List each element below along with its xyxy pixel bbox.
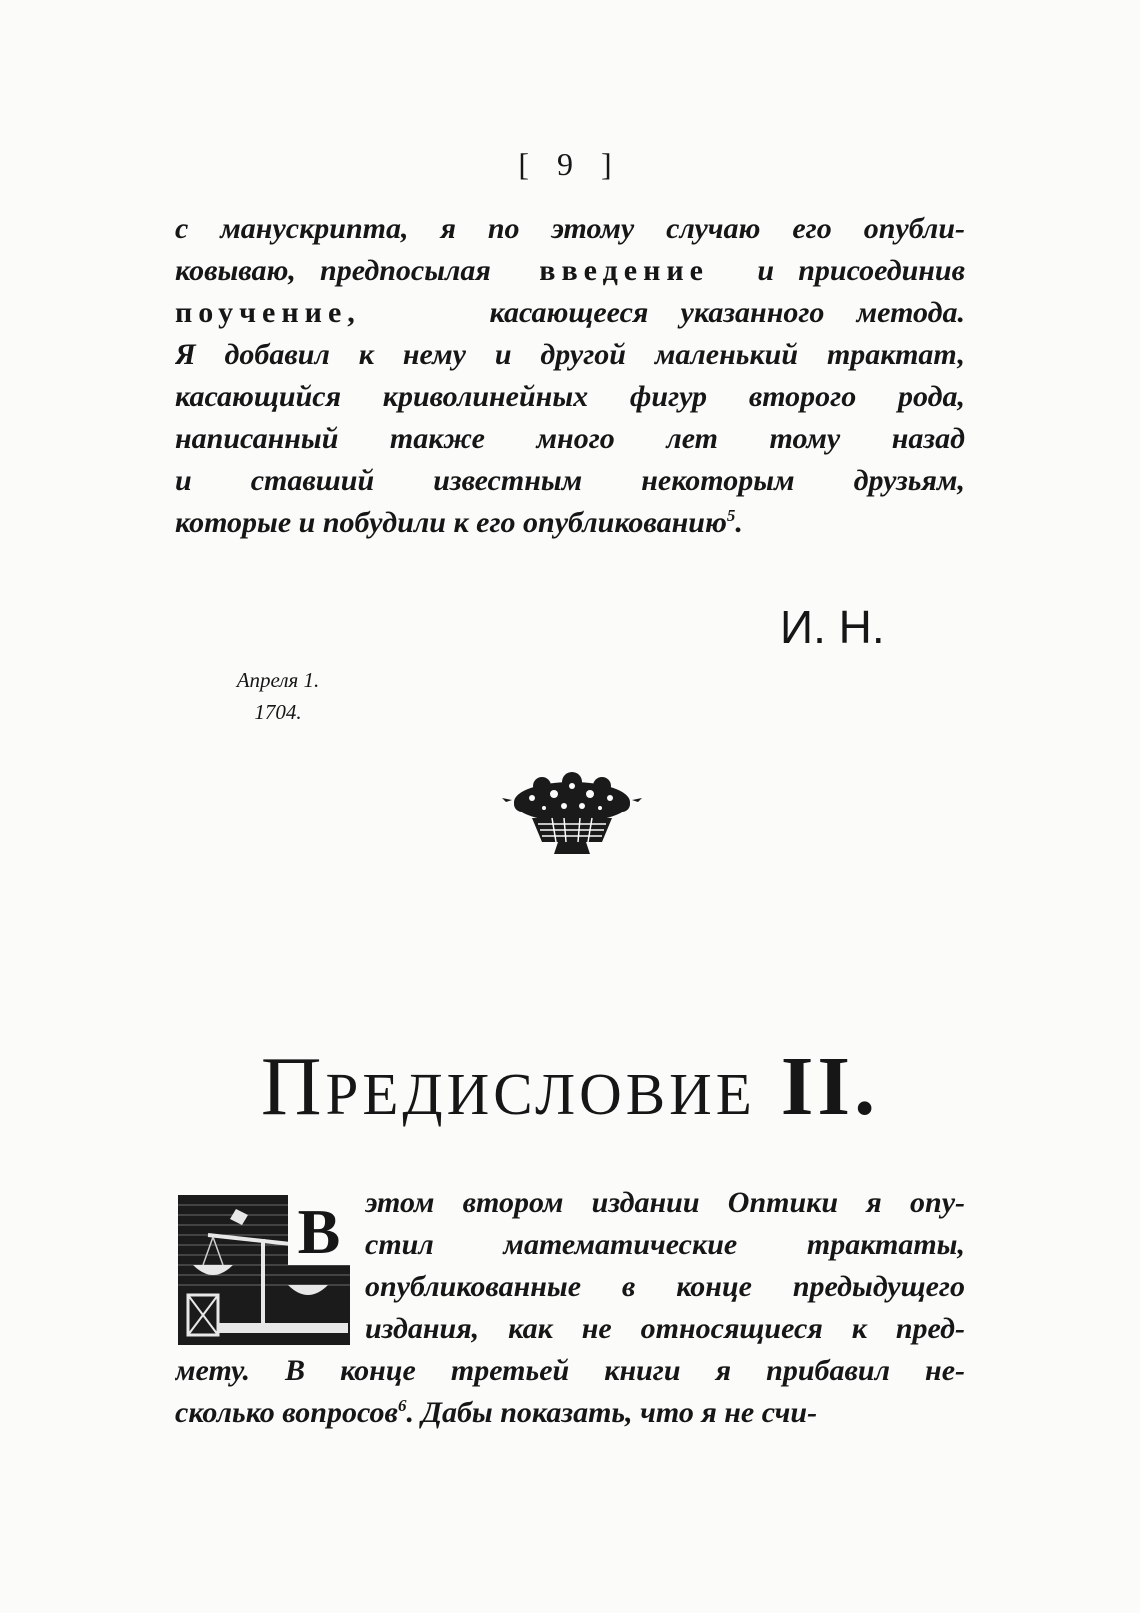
title-number: II. bbox=[780, 1040, 880, 1133]
text-line: Я добавил к нему и другой маленький трактат, bbox=[175, 338, 965, 371]
text-line: написанный также много лет тому назад bbox=[175, 422, 965, 455]
footnote-ref: 5 bbox=[726, 506, 736, 525]
flower-basket-icon bbox=[502, 772, 642, 862]
text-line: этом втором издании Оптики я опу- bbox=[365, 1186, 965, 1219]
page-number: [ 9 ] bbox=[518, 146, 622, 182]
text-line: стил математические трактаты, bbox=[365, 1228, 965, 1261]
date-line: Апреля 1. bbox=[236, 668, 320, 692]
title-word: Предисловие bbox=[260, 1040, 756, 1133]
dropcap-letter: В bbox=[297, 1196, 341, 1267]
text-line: ковываю, предпосылая введение и присоединив bbox=[175, 254, 965, 287]
preface-2-text bbox=[175, 1182, 965, 1434]
text-line: и ставший известным некоторым друзьям, bbox=[175, 464, 965, 497]
text-line: поучение, касающееся указанного метода. bbox=[175, 296, 965, 329]
author-initials: И. Н. bbox=[780, 601, 885, 653]
text-line: с манускрипта, я по этому случаю его опубли- bbox=[175, 212, 965, 245]
text-line: которые и побудили к его опубликованию$^5$. bbox=[175, 506, 743, 539]
date-line: 1704. bbox=[254, 700, 302, 724]
footnote-ref: 6 bbox=[397, 1396, 407, 1415]
text-line: мету. В конце третьей книги я прибавил не- bbox=[175, 1354, 965, 1387]
chapter-title bbox=[0, 1038, 1140, 1135]
preface-date bbox=[218, 664, 338, 728]
text-line: сколько вопросов$^6$. Дабы показать, что я не счи- bbox=[175, 1396, 818, 1429]
text-line: опубликованные в конце предыдущего bbox=[365, 1270, 965, 1303]
text-line: касающийся криволинейных фигур второго рода, bbox=[175, 380, 965, 413]
preface-1-text bbox=[175, 208, 965, 544]
text-line: издания, как не относящиеся к пред- bbox=[365, 1312, 965, 1345]
spaced-word: введение bbox=[539, 254, 709, 287]
spaced-word: поучение, bbox=[175, 296, 361, 329]
